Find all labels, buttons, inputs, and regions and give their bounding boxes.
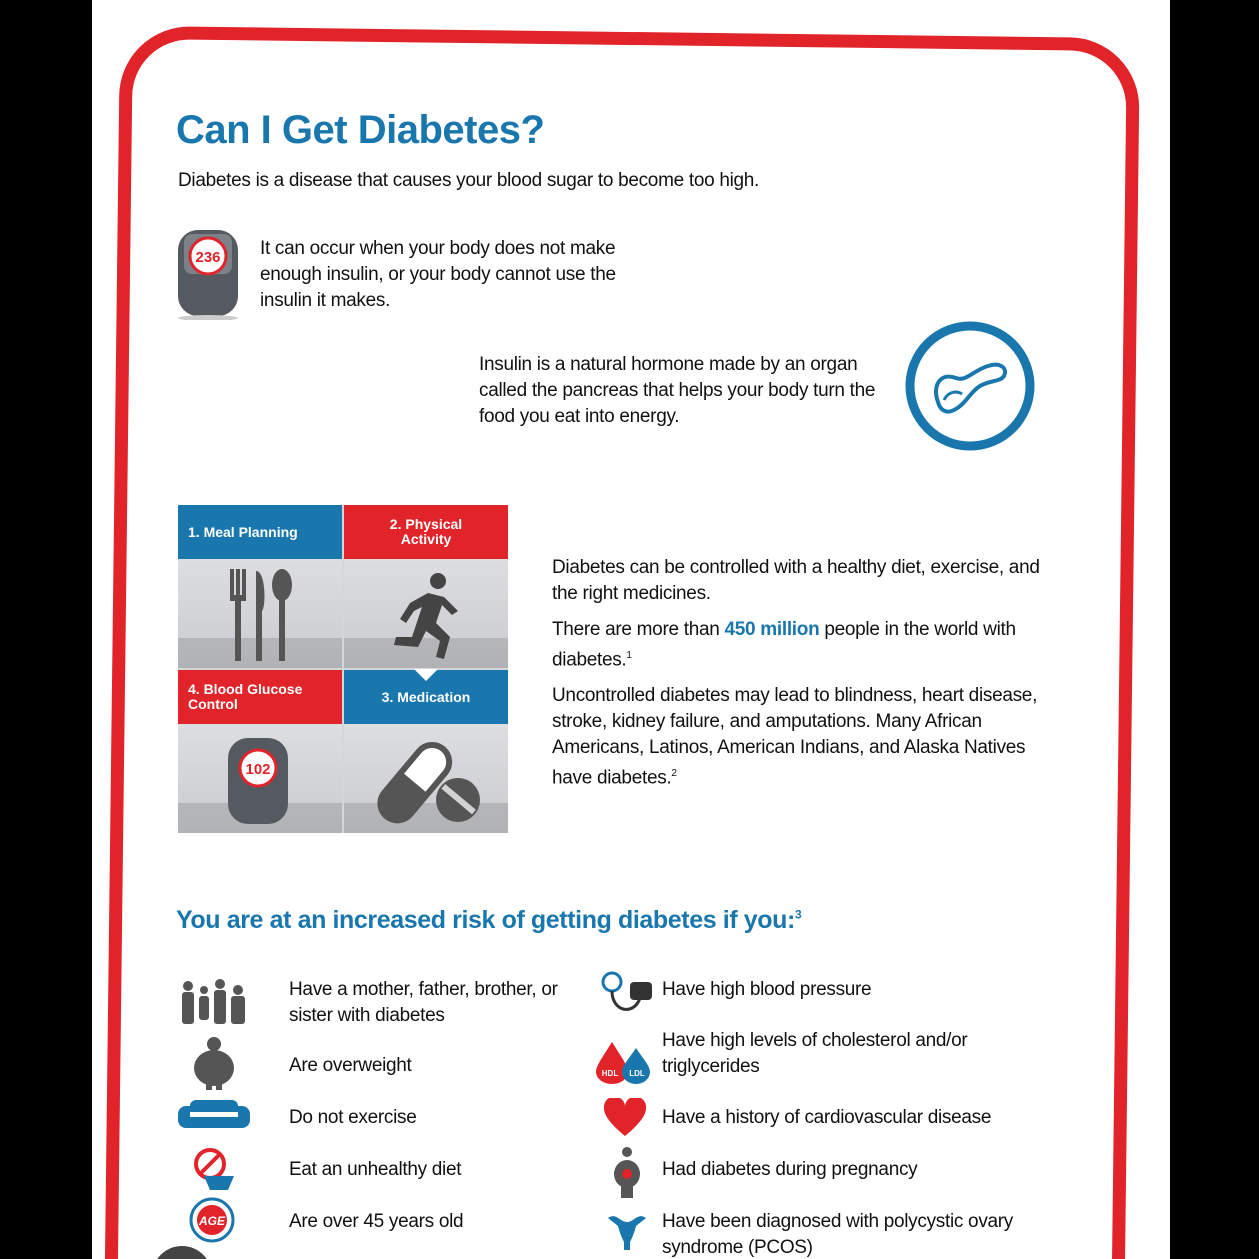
cholesterol-drops-icon	[594, 1040, 654, 1084]
flyer-page	[92, 0, 1170, 1259]
meter-reading: 236	[195, 249, 221, 266]
risk-high-cholesterol: Have high levels of cholesterol and/or triglycerides	[662, 1030, 968, 1077]
blood-glucose-label: 4. Blood Glucose Control	[178, 670, 342, 724]
medication-cell	[344, 670, 508, 833]
meal-planning-cell	[178, 505, 342, 668]
stat-highlight: 450 million	[724, 619, 820, 640]
risk-overweight: Are overweight	[289, 1055, 412, 1076]
risk-family-history: Have a mother, father, brother, or sister with diabetes	[289, 979, 558, 1026]
blood-pressure-cuff-icon	[600, 970, 654, 1020]
unhealthy-food-icon	[192, 1146, 236, 1190]
age-badge-icon	[188, 1196, 236, 1244]
pregnant-woman-icon	[612, 1146, 642, 1198]
svg-text:AGE: AGE	[198, 1214, 226, 1228]
insulin-definition-text: Insulin is a natural hormone made by an organ called the pancreas that helps your body turn the food you eat into energy.	[479, 354, 876, 427]
intro-text: Diabetes is a disease that causes your blood sugar to become too high.	[178, 170, 760, 191]
physical-activity-label: 2. Physical Activity	[344, 505, 508, 559]
fork-knife-spoon-icon	[226, 567, 296, 663]
heart-icon	[604, 1098, 646, 1138]
glucose-meter-small-icon	[226, 736, 292, 828]
glucose-meter-icon	[176, 228, 242, 320]
risk-over-45: Are over 45 years old	[289, 1211, 464, 1232]
meal-planning-label: 1. Meal Planning	[178, 505, 342, 559]
insulin-cause-text: It can occur when your body does not make enough insulin, or your body cannot use the insulin it makes.	[260, 238, 616, 311]
svg-text:HDL: HDL	[601, 1069, 619, 1078]
control-text: Diabetes can be controlled with a healthy diet, exercise, and the right medicines.	[552, 557, 1040, 604]
svg-text:LDL: LDL	[629, 1069, 645, 1078]
risk-gestational-diabetes: Had diabetes during pregnancy	[662, 1159, 918, 1180]
blood-glucose-cell	[178, 670, 342, 833]
complications-text: Uncontrolled diabetes may lead to blindness, heart disease, stroke, kidney failure, and amputations. Many African Americans, Latinos, American Indians, and Alaska Natives have diabetes.$^2$	[552, 685, 1038, 789]
risk-heading: You are at an increased risk of getting diabetes if you:$^3$	[176, 906, 802, 934]
medication-label: 3. Medication	[344, 670, 508, 724]
running-person-icon	[388, 571, 468, 661]
footnote-3: 3	[794, 907, 802, 922]
risk-no-exercise: Do not exercise	[289, 1107, 417, 1128]
footnote-2: 2	[671, 768, 677, 780]
glucose-reading: 102	[245, 761, 271, 778]
pills-icon	[374, 734, 484, 830]
stats-text: There are more than 450 million people in the world with diabetes.$^1$	[552, 619, 1016, 671]
page-title: Can I Get Diabetes?	[176, 108, 545, 152]
arrow-down-icon	[414, 669, 438, 683]
pancreas-icon	[904, 320, 1036, 452]
diabetes-management-grid	[178, 505, 508, 833]
family-icon	[178, 974, 250, 1026]
risk-high-blood-pressure: Have high blood pressure	[662, 979, 872, 1000]
physical-activity-cell	[344, 505, 508, 668]
risk-unhealthy-diet: Eat an unhealthy diet	[289, 1159, 462, 1180]
footnote-1: 1	[626, 650, 632, 661]
control-facts-text	[552, 555, 1062, 802]
overweight-person-icon	[192, 1036, 236, 1090]
risk-cardiovascular: Have a history of cardiovascular disease	[662, 1107, 992, 1128]
risk-pcos: Have been diagnosed with polycystic ovary syndrome (PCOS)	[662, 1211, 1014, 1258]
couch-icon	[176, 1096, 252, 1132]
uterus-icon	[606, 1212, 648, 1252]
